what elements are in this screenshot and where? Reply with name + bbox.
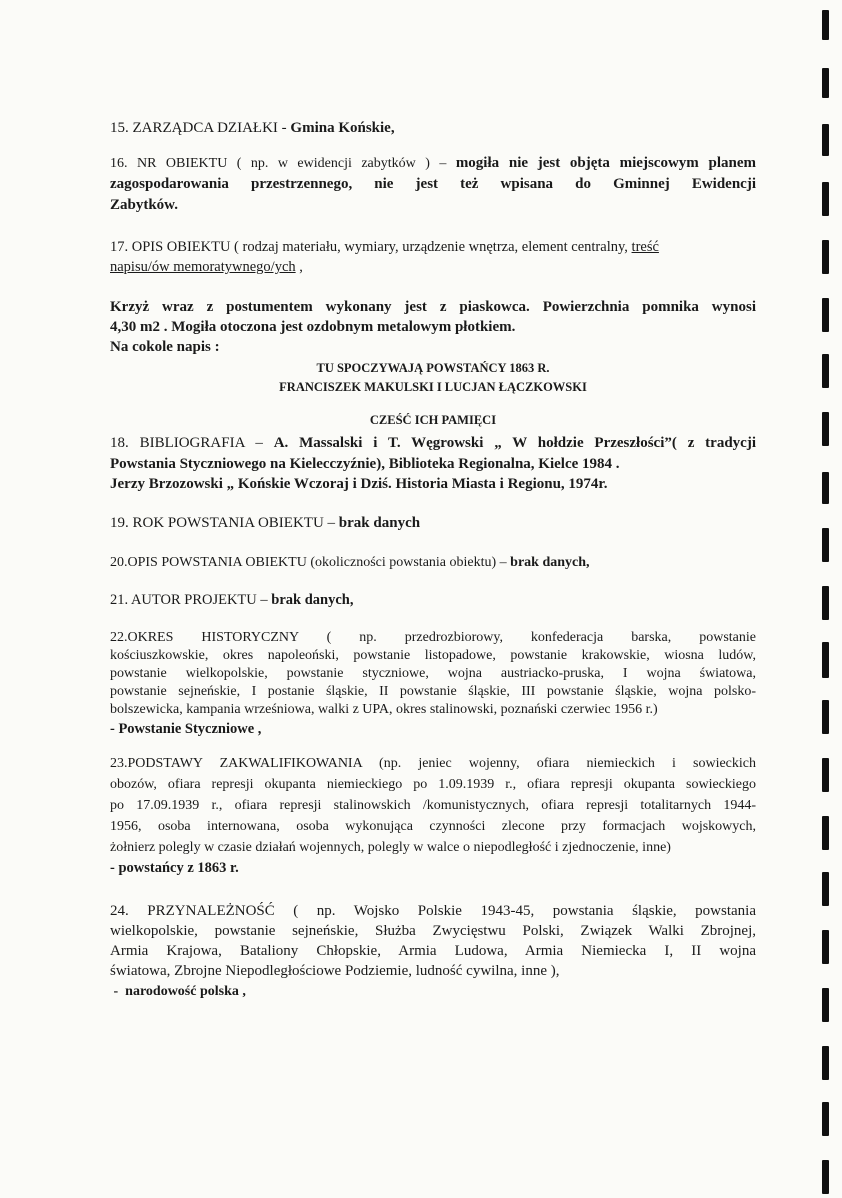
section-15-value: Gmina Końskie, (290, 120, 395, 136)
section-23-value: - powstańcy z 1863 r. (110, 860, 239, 876)
section-22-line2: kościuszkowskie, okres napoleoński, powstanie listopadowe, powstanie krakowskie, wiosna ludów, (110, 648, 756, 663)
section-22-value: - Powstanie Styczniowe , (110, 721, 262, 737)
section-24-line4: światowa, Zbrojne Niepodległościowe Podziemie, ludność cywilna, inne ), (110, 963, 560, 979)
section-17-label-line1: 17. OPIS OBIEKTU ( rodzaj materiału, wymiary, urządzenie wnętrza, element centralny, (110, 239, 632, 255)
binding-mark (822, 930, 829, 964)
section-23-line2: obozów, ofiara represji okupanta niemieckiego po 1.09.1939 r., ofiara represji okupanta sowieckiego (110, 777, 756, 792)
section-18-line1: A. Massalski i T. Węgrowski „ W hołdzie Przeszłości”( z tradycji (273, 435, 756, 451)
section-17-desc-line2: 4,30 m2 . Mogiła otoczona jest ozdobnym metalowym płotkiem. (110, 319, 516, 335)
section-15-administrator (110, 118, 756, 138)
section-16-label: 16. NR OBIEKTU ( np. w ewidencji zabytków ) – (110, 156, 456, 171)
section-18-label: 18. BIBLIOGRAFIA – (110, 435, 274, 451)
section-21-value: brak danych, (271, 592, 354, 608)
section-24-value: - narodowość polska , (110, 984, 246, 999)
section-17-label-line2-underlined: napisu/ów memoratywnego/ych (110, 259, 296, 275)
section-24-line3: Armia Krajowa, Bataliony Chłopskie, Armia Ludowa, Armia Niemiecka I, II wojna (110, 943, 756, 959)
binding-mark (822, 182, 829, 216)
section-23-line1: 23.PODSTAWY ZAKWALIFIKOWANIA (np. jeniec wojenny, ofiara niemieckich i sowieckich (110, 756, 756, 771)
section-24-line2: wielkopolskie, powstanie sejneńskie, Służba Zwycięstwu Polski, Związek Walki Zbrojnej, (110, 923, 756, 939)
binding-mark (822, 1102, 829, 1136)
binding-mark (822, 472, 829, 504)
section-19-year (110, 513, 756, 533)
binding-mark (822, 586, 829, 620)
binding-mark (822, 1046, 829, 1080)
binding-mark (822, 528, 829, 562)
binding-mark (822, 68, 829, 98)
section-16-value-line3: Zabytków. (110, 197, 178, 213)
section-19-value: brak danych (338, 515, 421, 531)
section-23-line5: żołnierz polegly w czasie działań wojennych, polegly w walce o niepodległość i zjednoczenie, inne) (110, 840, 671, 855)
inscription-line3: CZEŚĆ ICH PAMIĘCI (369, 413, 497, 427)
section-24-line1: 24. PRZYNALEŻNOŚĆ ( np. Wojsko Polskie 1943-45, powstania śląskie, powstania (110, 903, 756, 919)
binding-mark (822, 298, 829, 332)
section-18-line3: Jerzy Brzozowski „ Końskie Wczoraj i Dziś. Historia Miasta i Regionu, 1974r. (110, 476, 608, 492)
section-18-bibliography (110, 433, 756, 494)
section-20-value: brak danych, (510, 555, 590, 570)
section-22-line4: powstanie sejneńskie, I postanie śląskie, II powstanie śląskie, III powstanie śląskie, wojna polsko- (110, 684, 756, 699)
binding-mark (822, 816, 829, 850)
binding-marks (812, 0, 842, 1198)
section-22-line1: 22.OKRES HISTORYCZNY ( np. przedrozbiorowy, konfederacja barska, powstanie (110, 630, 756, 645)
binding-mark (822, 1160, 829, 1194)
binding-mark (822, 700, 829, 734)
section-17-desc-line1: Krzyż wraz z postumentem wykonany jest z piaskowca. Powierzchnia pomnika wynosi (110, 299, 756, 315)
binding-mark (822, 872, 829, 906)
section-17-label-line2-tail: , (295, 259, 303, 275)
section-23-line3: po 17.09.1939 r., ofiara represji stalinowskich /komunistycznych, ofiara represji totalitarnych 1944- (110, 798, 756, 813)
binding-mark (822, 10, 829, 40)
section-16-object-number (110, 153, 756, 216)
section-24-affiliation (110, 901, 756, 1003)
section-17-desc-line3: Na cokole napis : (110, 339, 220, 355)
binding-mark (822, 758, 829, 792)
section-19-label: 19. ROK POWSTANIA OBIEKTU – (110, 515, 339, 531)
binding-mark (822, 240, 829, 274)
section-18-line2: Powstania Styczniowego na Kielecczyźnie), Biblioteka Regionalna, Kielce 1984 . (110, 456, 620, 472)
section-20-origin (110, 553, 756, 573)
section-17-label-line1-underlined: treść (631, 239, 659, 255)
section-16-value-line2: zagospodarowania przestrzennego, nie jest też wpisana do Gminnej Ewidencji (110, 176, 756, 192)
section-23-qualification (110, 753, 756, 879)
binding-mark (822, 124, 829, 156)
binding-mark (822, 354, 829, 388)
inscription-line2: FRANCISZEK MAKULSKI I LUCJAN ŁĄCZKOWSKI (279, 380, 587, 394)
section-22-line5: bolszewicka, kampania wrześniowa, walki z UPA, okres stalinowski, poznański czerwiec 1956 r.) (110, 702, 658, 717)
section-22-line3: powstanie wielkopolskie, powstanie styczniowe, wojna austriacko-pruska, I wojna światowa, (110, 666, 756, 681)
section-17-description (110, 237, 756, 430)
section-20-label: 20.OPIS POWSTANIA OBIEKTU (okoliczności powstania obiektu) – (110, 555, 511, 570)
section-23-line4: 1956, osoba internowana, osoba wykonująca czynności zlecone przy formacjach wojskowych, (110, 819, 756, 834)
section-22-historical-period (110, 629, 756, 739)
inscription-line1: TU SPOCZYWAJĄ POWSTAŃCY 1863 R. (316, 361, 550, 375)
binding-mark (822, 642, 829, 678)
section-16-value-line1: mogiła nie jest objęta miejscowym planem (455, 155, 756, 171)
binding-mark (822, 412, 829, 446)
section-21-label: 21. AUTOR PROJEKTU – (110, 592, 272, 608)
section-21-author (110, 590, 756, 610)
binding-mark (822, 988, 829, 1022)
section-15-label: 15. ZARZĄDCA DZIAŁKI - (110, 120, 291, 136)
